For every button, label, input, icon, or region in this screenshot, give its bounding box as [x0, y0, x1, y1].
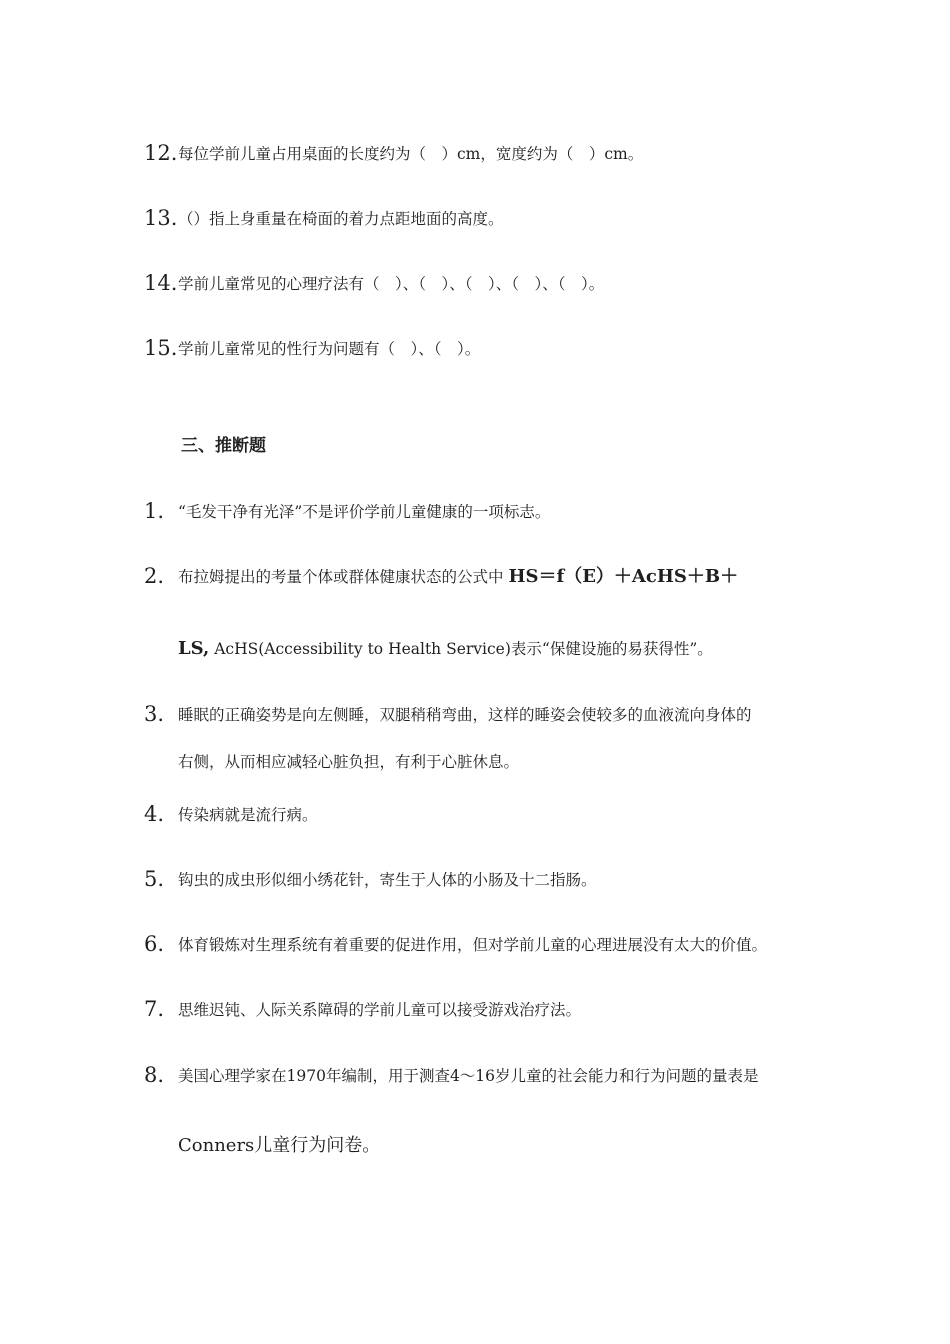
question-text: 布拉姆提出的考量个体或群体健康状态的公式中: [178, 568, 504, 586]
question-text: 传染病就是流行病。: [178, 806, 318, 824]
question-text: 学前儿童常见的性行为问题有（ ）、（ ）。: [178, 340, 481, 358]
question-number: 1.: [144, 499, 165, 523]
judgement-question-2: [144, 562, 814, 672]
question-text: 钩虫的成虫形似细小绣花针，寄生于人体的小肠及十二指肠。: [178, 871, 597, 889]
question-number: 7.: [144, 997, 165, 1021]
question-number: 3.: [144, 702, 165, 726]
judgement-question-3: [144, 700, 814, 780]
question-text-line-2: Conners儿童行为问卷。: [178, 1135, 381, 1156]
question-text: AcHS(Accessibility to Health Service)表示“保健设施的易获得性”。: [214, 640, 713, 658]
question-text-line-2: 右侧，从而相应减轻心脏负担，有利于心脏休息。: [178, 753, 520, 771]
judgement-question-8: [144, 1061, 814, 1171]
question-text-line-1: 睡眠的正确姿势是向左侧睡，双腿稍稍弯曲，这样的睡姿会使较多的血液流向身体的: [178, 706, 752, 724]
question-text: 学前儿童常见的心理疗法有（ ）、（ ）、（ ）、（ ）、（ ）。: [178, 275, 605, 293]
question-text-line-2: [178, 637, 713, 661]
question-number: 6.: [144, 932, 165, 956]
question-number: 13.: [144, 206, 178, 230]
section-heading: 三、推断题: [181, 436, 266, 456]
question-number: 5.: [144, 867, 165, 891]
question-text: 思维迟钝、人际关系障碍的学前儿童可以接受游戏治疗法。: [178, 1001, 582, 1019]
question-number: 8.: [144, 1063, 165, 1087]
question-number: 14.: [144, 271, 178, 295]
question-number: 4.: [144, 802, 165, 826]
question-text: 每位学前儿童占用桌面的长度约为（ ）cm，宽度约为（ ）cm。: [178, 145, 644, 163]
health-formula-end: LS,: [178, 638, 210, 659]
question-text-line-1: 美国心理学家在1970年编制，用于测查4～16岁儿童的社会能力和行为问题的量表是: [178, 1067, 759, 1085]
question-number: 15.: [144, 336, 178, 360]
question-number: 2.: [144, 564, 165, 588]
question-text: 体育锻炼对生理系统有着重要的促进作用，但对学前儿童的心理进展没有太大的价值。: [178, 936, 768, 954]
question-text-line-1: [178, 565, 738, 589]
health-formula: HS＝f（E）＋AcHS＋B＋: [508, 566, 739, 587]
question-text: “毛发干净有光泽”不是评价学前儿童健康的一项标志。: [178, 503, 551, 521]
question-number: 12.: [144, 141, 178, 165]
question-text: （）指上身重量在椅面的着力点距地面的高度。: [178, 210, 504, 228]
